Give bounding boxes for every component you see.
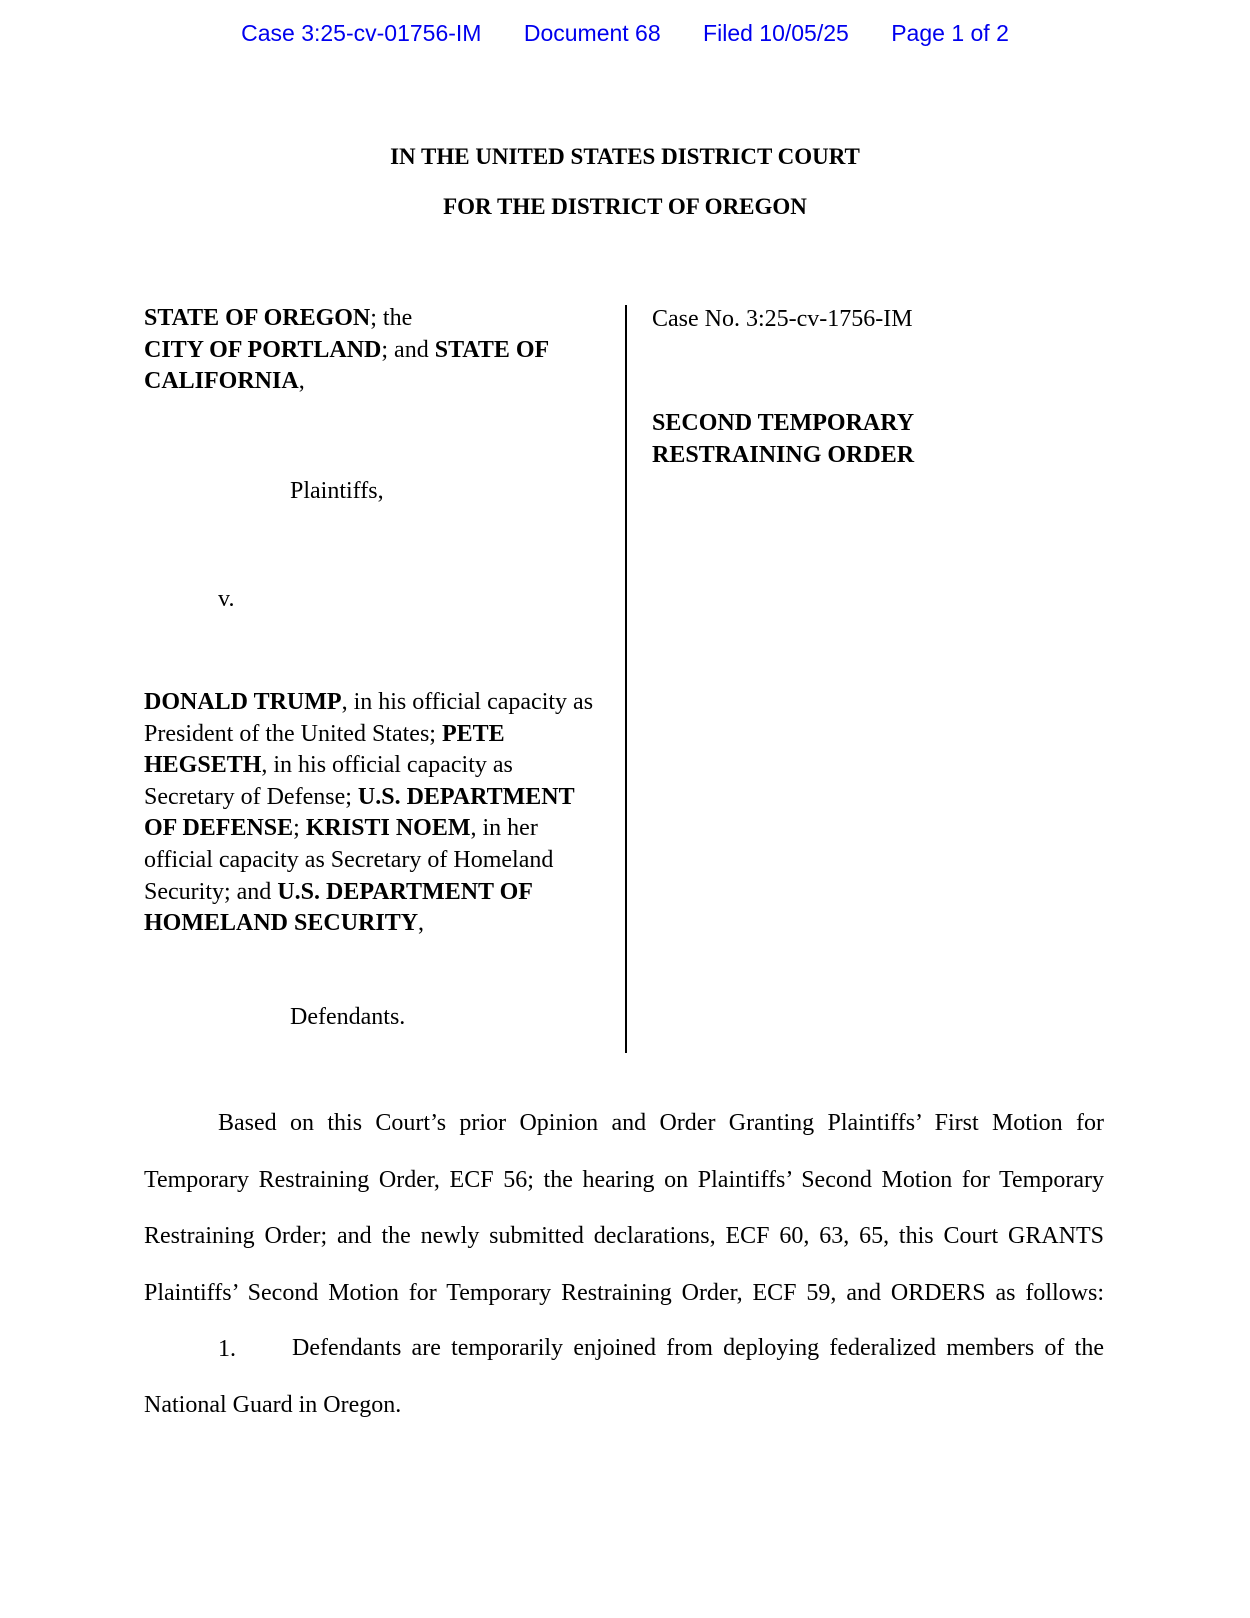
case-number: Case No. 3:25-cv-1756-IM xyxy=(652,306,913,332)
caption-divider xyxy=(625,305,627,1053)
defendants-block: DONALD TRUMP, in his official capacity as President of the United States; PETE HEGSETH, in his official capacity as Secretary of Defense; U.S. DEPARTMENT OF DEFENSE; KRISTI NOEM, in her official capacity as Secretary of Homeland Security; and U.S. DEPARTMENT OF HOMELAND SECURITY, xyxy=(144,689,594,937)
stamp-page-number: Page 1 of 2 xyxy=(891,20,1009,46)
body-paragraph-line: Temporary Restraining Order, ECF 56; the hearing on Plaintiffs’ Second Motion for Temporary xyxy=(144,1167,1104,1193)
order-item-line: Defendants are temporarily enjoined from deploying federalized members of the xyxy=(292,1335,1104,1361)
versus-label: v. xyxy=(218,586,235,612)
body-paragraph-line: Restraining Order; and the newly submitted declarations, ECF 60, 63, 65, this Court GRANTS xyxy=(144,1223,1104,1249)
body-paragraph-line: Based on this Court’s prior Opinion and Order Granting Plaintiffs’ First Motion for xyxy=(218,1110,1104,1136)
defendants-label: Defendants. xyxy=(290,1004,406,1030)
court-district: FOR THE DISTRICT OF OREGON xyxy=(443,194,807,219)
plaintiffs-label: Plaintiffs, xyxy=(290,478,384,504)
stamp-case-number: Case 3:25-cv-01756-IM xyxy=(241,20,482,46)
body-paragraph-line: Plaintiffs’ Second Motion for Temporary Restraining Order, ECF 59, and ORDERS as follows: xyxy=(144,1280,1104,1306)
order-item-number: 1. xyxy=(218,1336,236,1362)
order-title-line-2: RESTRAINING ORDER xyxy=(652,442,915,468)
ecf-header-stamp xyxy=(0,20,1250,47)
stamp-document-number: Document 68 xyxy=(523,20,661,46)
stamp-filed-date: Filed 10/05/25 xyxy=(703,20,849,46)
plaintiffs-block: STATE OF OREGON; the CITY OF PORTLAND; and STATE OF CALIFORNIA, xyxy=(144,305,550,395)
order-title-line-1: SECOND TEMPORARY xyxy=(652,410,915,436)
order-item-line: National Guard in Oregon. xyxy=(144,1392,402,1418)
court-name: IN THE UNITED STATES DISTRICT COURT xyxy=(390,144,860,169)
